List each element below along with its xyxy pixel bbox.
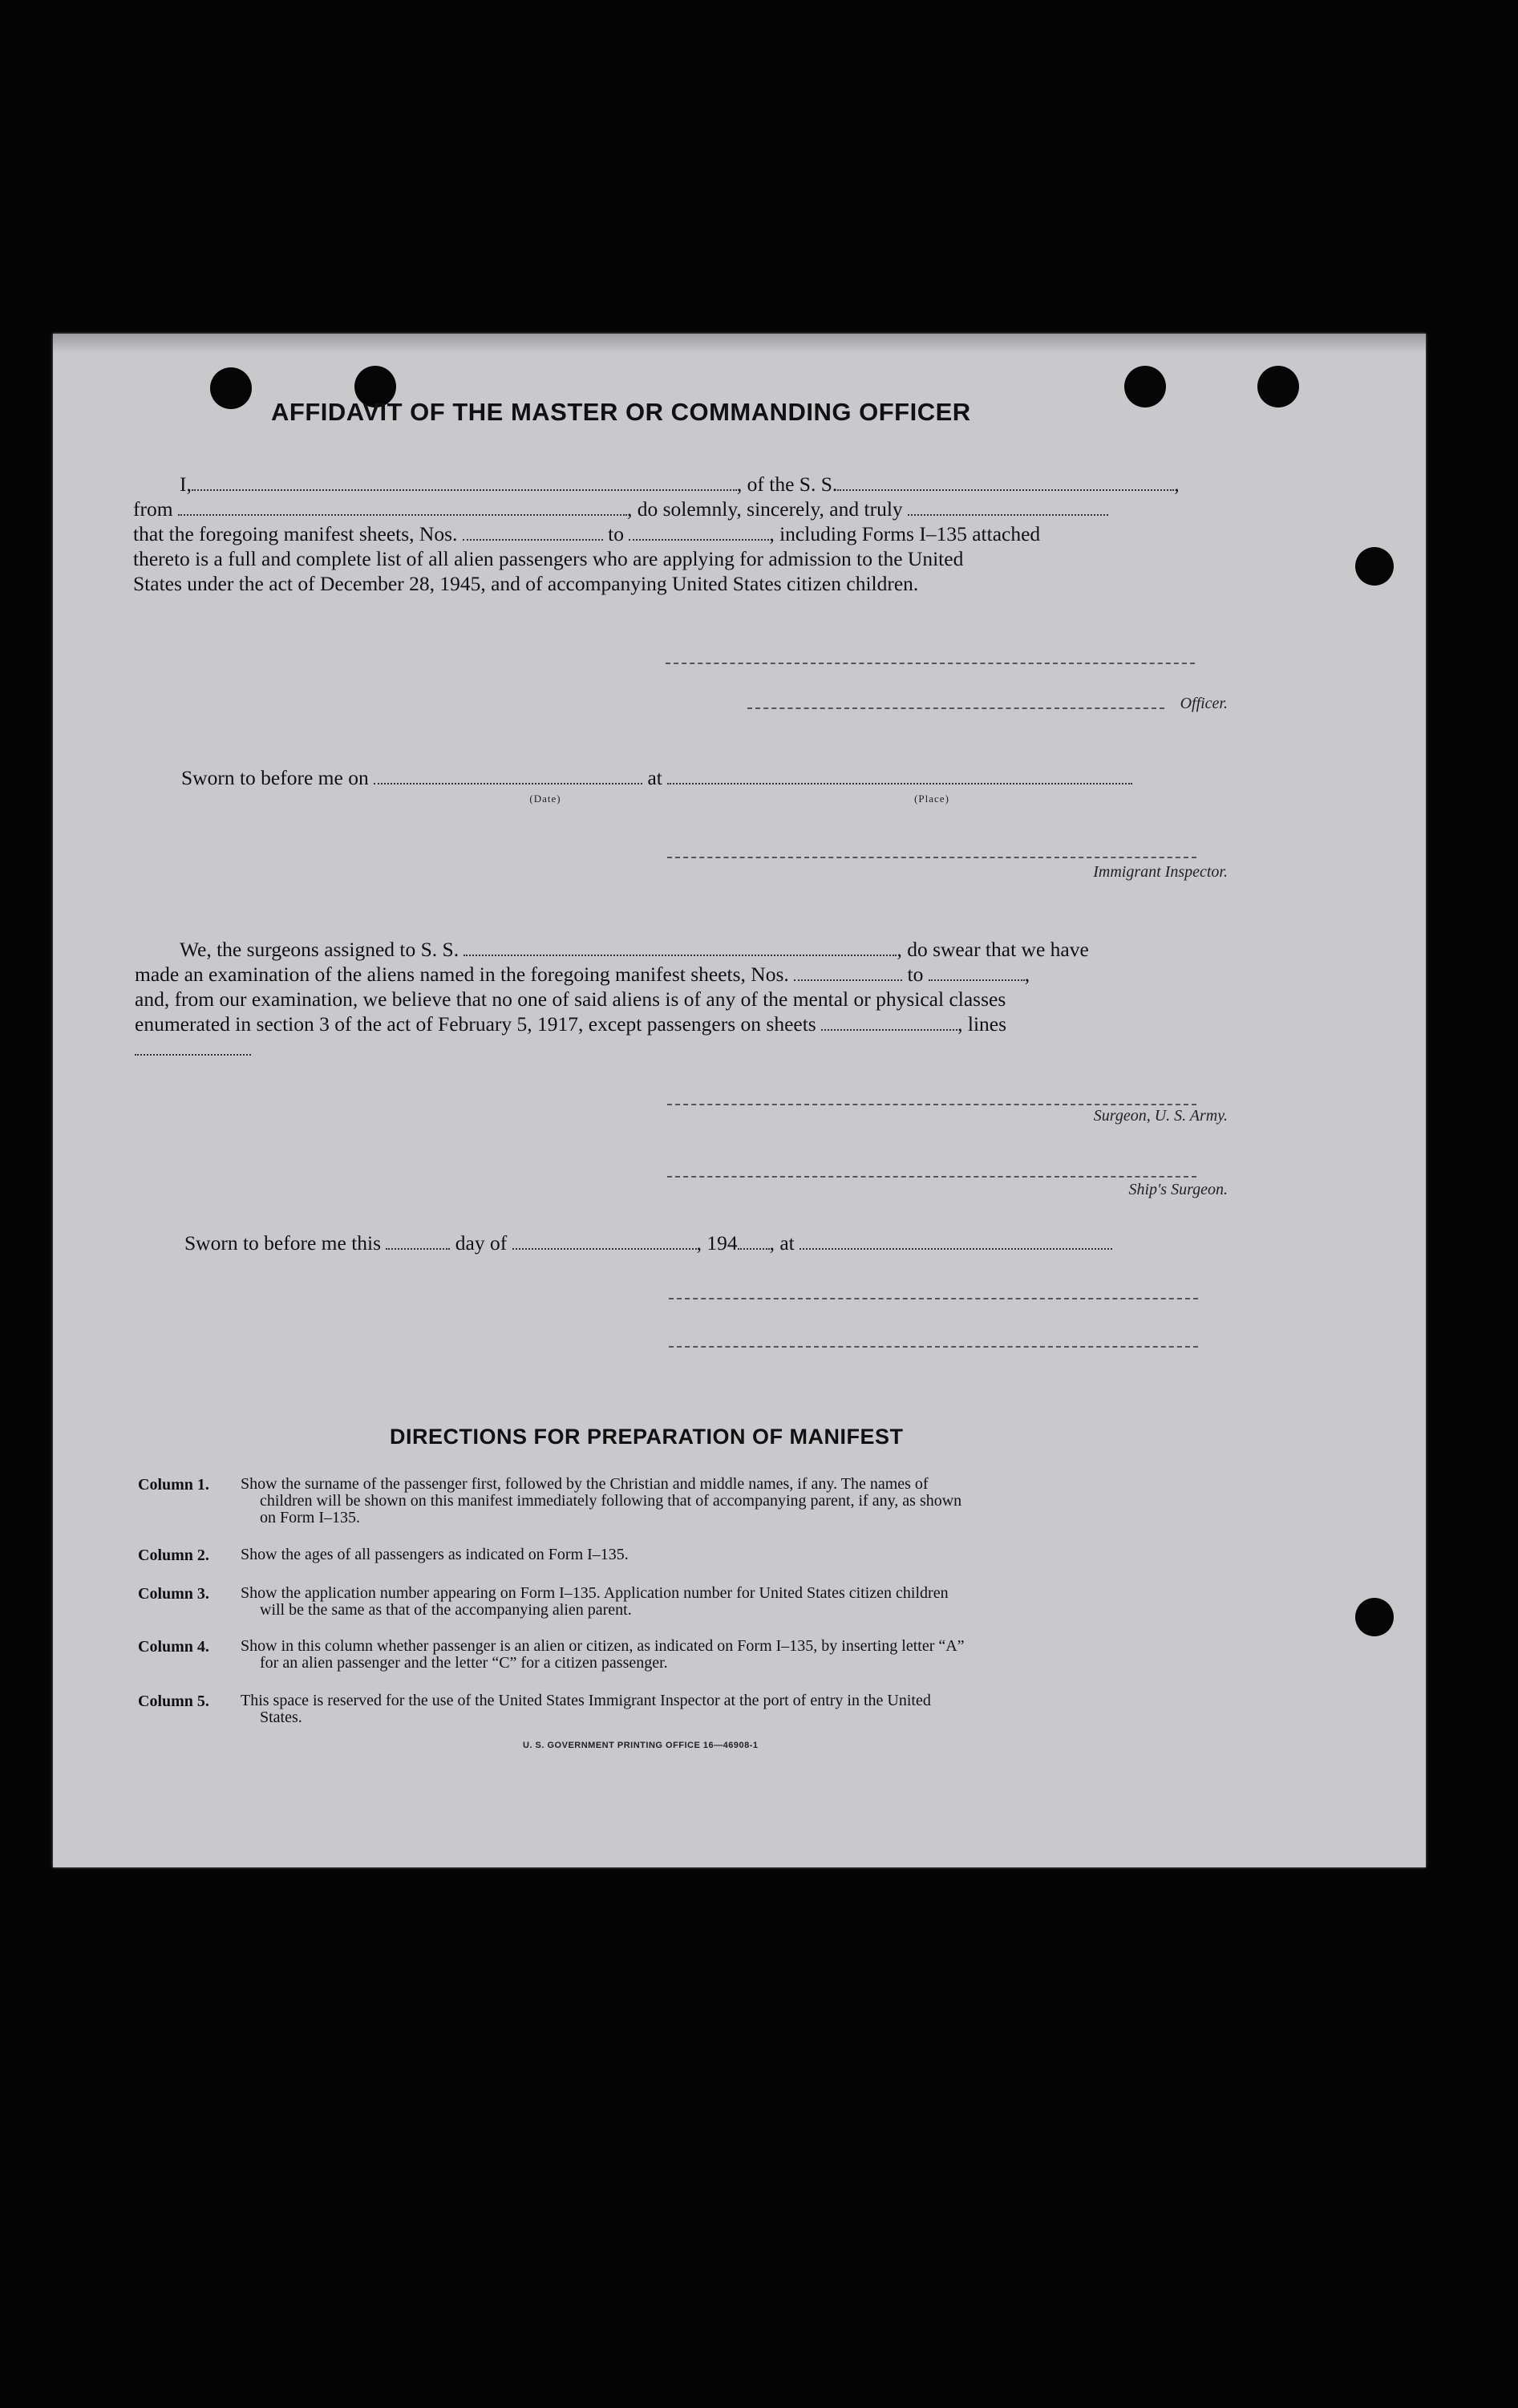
punch-hole bbox=[1257, 366, 1299, 407]
sheet-top-edge bbox=[53, 334, 1426, 353]
officer-caption: Officer. bbox=[1180, 695, 1228, 712]
surgeons-line-3: and, from our examination, we believe that no one of said aliens is of any of the mental or physical classes bbox=[135, 987, 1006, 1011]
sworn-before-date-line: Sworn to before me on at bbox=[181, 765, 1132, 790]
surgeons-line-2: made an examination of the aliens named in the foregoing manifest sheets, Nos. to , bbox=[135, 963, 1030, 986]
punch-hole bbox=[1124, 366, 1166, 407]
surgeons-line-1: We, the surgeons assigned to S. S. , do swear that we have bbox=[180, 938, 1089, 961]
affidavit-title: AFFIDAVIT OF THE MASTER OR COMMANDING OFFICER bbox=[271, 398, 971, 426]
master-signature-line bbox=[666, 663, 1195, 664]
affidavit-line-3: that the foregoing manifest sheets, Nos. to , including Forms I–135 attached bbox=[133, 522, 1041, 545]
affidavit-line-4: thereto is a full and complete list of all alien passengers who are applying for admission to the United bbox=[133, 547, 964, 570]
printing-office-footer: U. S. GOVERNMENT PRINTING OFFICE 16—46908-1 bbox=[523, 1741, 759, 1750]
punch-hole bbox=[1355, 1598, 1394, 1636]
officer-signature-line bbox=[747, 707, 1164, 709]
surgeons-line-5 bbox=[135, 1036, 251, 1061]
manifest-sheet: AFFIDAVIT OF THE MASTER OR COMMANDING OFFICER I, , of the S. S. , from , do solemnly, sincerely, and truly that the foregoing manifest sheets, Nos. to , including Forms I–135 attached thereto is a full and complete list of all alien passengers who are applying for admission to the United States under the act of December 28, 1945, and of accompanying United States citizen children. Officer. Sworn to before me on at (Date) (Place) Immigrant Inspector. We, the surgeons assigned to S. S. , do swear that we have made an examination of the aliens named in the foregoing manifest sheets, Nos. to , and, from our examination, we believe that no one of said aliens is of any of the mental or physical classes enumerated in section 3 of the act of February 5, 1917, except passengers on sheets , lines Surgeon, U. S. Army. Ship's Surgeon. Sworn to before me this day of , 194 , at DIRECTIONS FOR PREPARATION OF MANIFEST Column 1. Show the surname of the passenger first, followed by the Christian and middle names, if any. The names of children will be shown on this manifest immediately following that of accompanying parent, if any, as shown on Form I–135. Column 2. Show the ages of all passengers as indicated on Form I–135. Column 3. Show the application number appearing on Form I–135. Application number for United States citizen children will be the same as that of the accompanying alien parent. Column 4. Show in this column whether passenger is an alien or citizen, as indicated on Form I–135, by inserting letter “A” for an alien passenger and the letter “C” for a citizen passenger. Column 5. This space is reserved for the use of the United States Immigrant Inspector at the port of entry in the United States. U. S. GOVERNMENT PRINTING OFFICE 16—46908-1 bbox=[53, 334, 1426, 1867]
punch-hole bbox=[1355, 547, 1394, 586]
date-caption: (Date) bbox=[529, 793, 561, 805]
sworn-before-day-line: Sworn to before me this day of , 194 , at bbox=[184, 1230, 1112, 1255]
affidavit-line-1: I, , of the S. S. , bbox=[180, 472, 1180, 496]
surgeons-line-4: enumerated in section 3 of the act of February 5, 1917, except passengers on sheets , lines bbox=[135, 1012, 1007, 1036]
directions-title: DIRECTIONS FOR PREPARATION OF MANIFEST bbox=[390, 1425, 904, 1449]
army-surgeon-signature-line bbox=[667, 1104, 1196, 1105]
inspector-signature-line bbox=[667, 857, 1196, 858]
place-caption: (Place) bbox=[914, 793, 949, 805]
punch-hole bbox=[210, 367, 252, 409]
affidavit-line-5: States under the act of December 28, 1945, and of accompanying United States citizen children. bbox=[133, 572, 919, 595]
ship-surgeon-signature-line bbox=[667, 1176, 1196, 1178]
ship-surgeon-caption: Ship's Surgeon. bbox=[1128, 1181, 1228, 1198]
inspector-signature-line-3 bbox=[669, 1346, 1198, 1348]
affidavit-line-2: from , do solemnly, sincerely, and truly bbox=[133, 497, 1108, 521]
inspector-signature-line-2 bbox=[669, 1298, 1198, 1299]
inspector-caption: Immigrant Inspector. bbox=[1093, 863, 1228, 881]
army-surgeon-caption: Surgeon, U. S. Army. bbox=[1093, 1107, 1228, 1125]
